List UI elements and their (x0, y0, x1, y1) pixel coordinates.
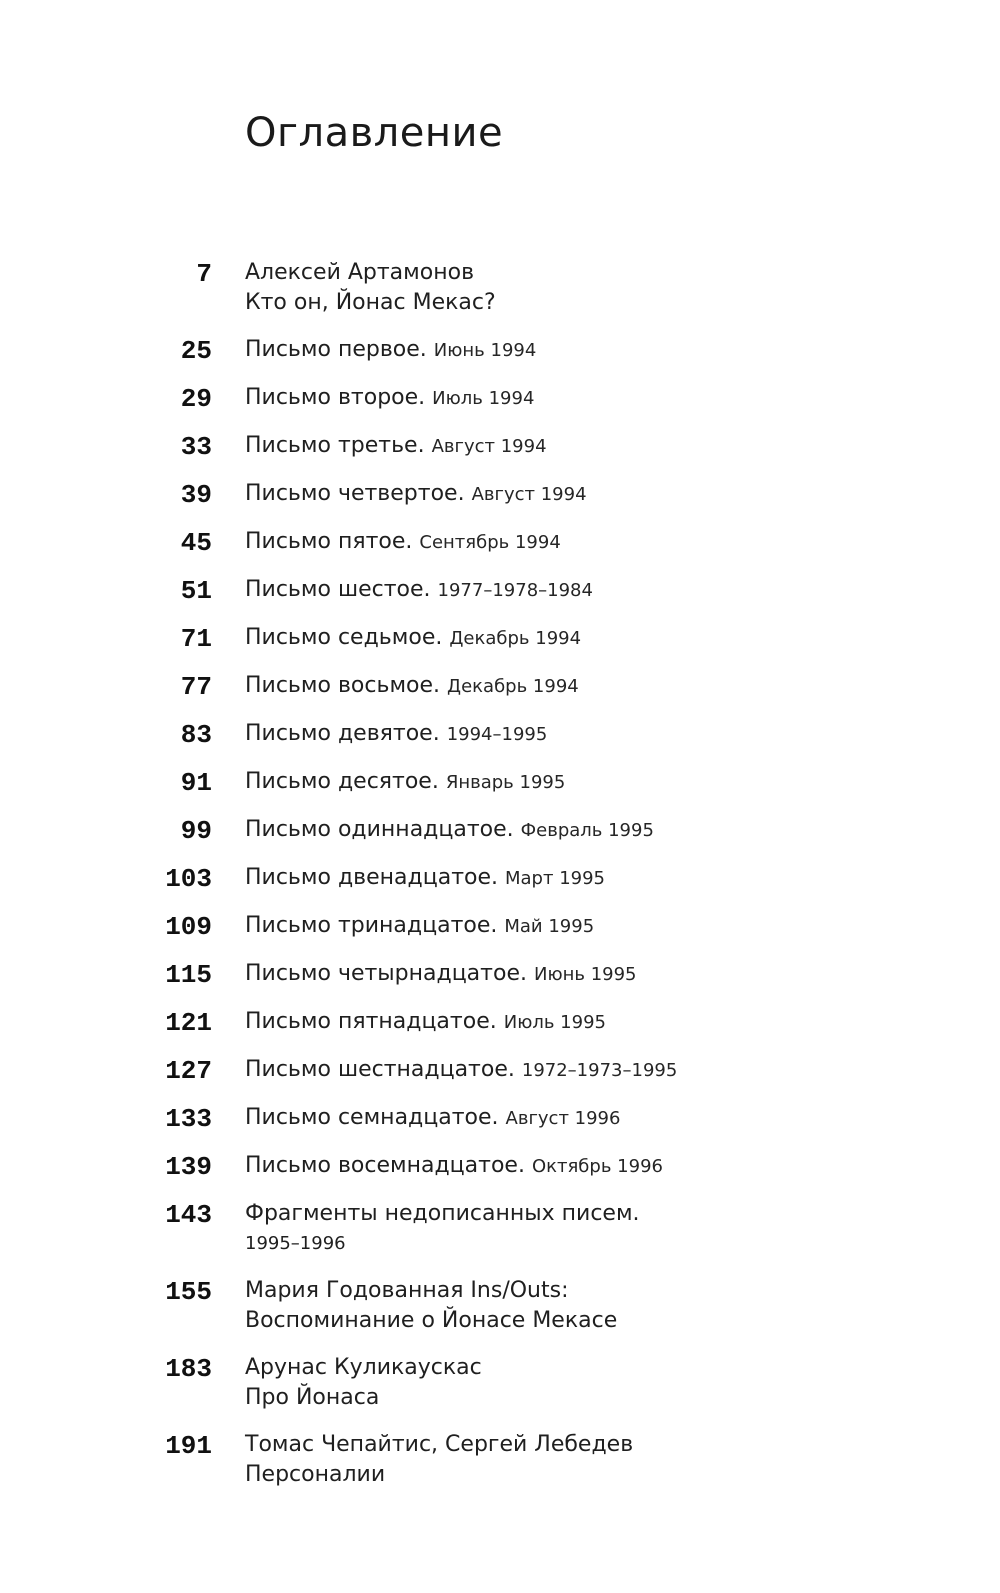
page-number: 115 (165, 960, 212, 990)
entry-title: Письмо семнадцатое. (245, 1105, 499, 1130)
entry-date: 1977–1978–1984 (437, 580, 593, 601)
toc-entry (0, 527, 1000, 558)
page-number: 103 (165, 864, 212, 894)
page-number: 133 (165, 1104, 212, 1134)
toc-entry (0, 719, 1000, 750)
entry-date: Август 1994 (471, 484, 587, 505)
entry-title: Письмо первое. (245, 337, 427, 362)
entry-date: Октябрь 1996 (531, 1156, 663, 1177)
page-title: Оглавление (245, 110, 504, 156)
entry-date: Декабрь 1994 (449, 628, 582, 649)
toc-entry (0, 1430, 1000, 1490)
entry-title: Письмо третье. (245, 433, 425, 458)
entry-text (245, 575, 1000, 606)
page-number: 139 (165, 1152, 212, 1182)
page-number: 143 (165, 1200, 212, 1230)
page-number: 155 (165, 1277, 212, 1307)
toc-entry (0, 1199, 1000, 1259)
toc-entry (0, 623, 1000, 654)
page-number: 127 (165, 1056, 212, 1086)
toc-entry (0, 335, 1000, 366)
entry-text (245, 1151, 1000, 1182)
page-number: 71 (180, 624, 212, 654)
toc-entry (0, 1103, 1000, 1134)
entry-date: Сентябрь 1994 (419, 532, 561, 553)
toc-entry (0, 383, 1000, 414)
entry-text (245, 335, 1000, 366)
entry-text (245, 258, 1000, 318)
entry-text (245, 863, 1000, 894)
page-number: 7 (196, 259, 212, 289)
entry-date: 1972–1973–1995 (521, 1060, 678, 1081)
toc-entry (0, 479, 1000, 510)
toc-entry (0, 431, 1000, 462)
page-number: 83 (180, 720, 212, 750)
toc-entry (0, 671, 1000, 702)
toc-entry (0, 911, 1000, 942)
entry-date: 1995–1996 (245, 1233, 346, 1254)
entry-author: Алексей Артамонов (245, 260, 475, 285)
toc-entry (0, 258, 1000, 318)
page-number: 91 (180, 768, 212, 798)
entry-title: Письмо тринадцатое. (245, 913, 498, 938)
page-number: 109 (165, 912, 212, 942)
entry-title: Персоналии (245, 1462, 386, 1487)
entry-date: 1994–1995 (446, 724, 548, 745)
entry-text (245, 1007, 1000, 1038)
entry-author: Томас Чепайтис, Сергей Лебедев (245, 1432, 634, 1457)
page-number: 25 (180, 336, 212, 366)
entry-date: Май 1995 (504, 916, 595, 937)
entry-title: Письмо второе. (245, 385, 426, 410)
entry-text (245, 431, 1000, 462)
entry-title: Письмо восьмое. (245, 673, 441, 698)
entry-title: Воспоминание о Йонасе Мекасе (245, 1308, 618, 1333)
entry-title: Письмо пятое. (245, 529, 413, 554)
entry-author: Арунас Куликаускас (245, 1355, 482, 1380)
entry-date: Январь 1995 (445, 772, 566, 793)
entry-text (245, 767, 1000, 798)
toc-entry (0, 767, 1000, 798)
entry-title: Письмо восемнадцатое. (245, 1153, 525, 1178)
entry-text (245, 1353, 1000, 1413)
page-number: 121 (165, 1008, 212, 1038)
page-number: 183 (165, 1354, 212, 1384)
entry-text (245, 1276, 1000, 1336)
entry-date: Декабрь 1994 (447, 676, 579, 697)
entry-title: Письмо шестнадцатое. (245, 1057, 515, 1082)
toc-entry (0, 575, 1000, 606)
entry-title: Фрагменты недописанных писем. (245, 1201, 640, 1226)
page-number: 99 (180, 816, 212, 846)
table-of-contents (0, 258, 1000, 1507)
page-number: 51 (180, 576, 212, 606)
entry-title: Письмо двенадцатое. (245, 865, 498, 890)
entry-date: Июнь 1995 (533, 964, 637, 985)
entry-title: Письмо четырнадцатое. (245, 961, 527, 986)
entry-title: Письмо пятнадцатое. (245, 1009, 497, 1034)
toc-entry (0, 863, 1000, 894)
toc-entry (0, 1055, 1000, 1086)
toc-entry (0, 815, 1000, 846)
entry-title: Письмо седьмое. (245, 625, 443, 650)
entry-text (245, 1430, 1000, 1490)
entry-text (245, 383, 1000, 414)
entry-text (245, 479, 1000, 510)
entry-text (245, 671, 1000, 702)
entry-date: Июль 1995 (503, 1012, 606, 1033)
entry-text (245, 959, 1000, 990)
toc-entry (0, 1276, 1000, 1336)
entry-date: Июль 1994 (432, 388, 535, 409)
entry-title: Письмо девятое. (245, 721, 440, 746)
page-number: 77 (180, 672, 212, 702)
page-number: 191 (165, 1431, 212, 1461)
page-number: 39 (180, 480, 212, 510)
entry-text (245, 911, 1000, 942)
entry-title: Письмо десятое. (245, 769, 439, 794)
entry-author: Мария Годованная Ins/Outs: (245, 1278, 569, 1303)
entry-date: Февраль 1995 (520, 820, 654, 841)
entry-text (245, 623, 1000, 654)
entry-title: Письмо шестое. (245, 577, 431, 602)
page-number: 33 (180, 432, 212, 462)
entry-text (245, 1199, 1000, 1259)
entry-date: Август 1994 (431, 436, 547, 457)
entry-text (245, 719, 1000, 750)
entry-title: Про Йонаса (245, 1385, 380, 1410)
entry-title: Письмо четвертое. (245, 481, 465, 506)
entry-title: Кто он, Йонас Мекас? (245, 290, 496, 315)
entry-text (245, 1103, 1000, 1134)
page-number: 45 (180, 528, 212, 558)
entry-text (245, 527, 1000, 558)
entry-date: Июнь 1994 (433, 340, 537, 361)
entry-text (245, 815, 1000, 846)
entry-date: Август 1996 (505, 1108, 621, 1129)
entry-title: Письмо одиннадцатое. (245, 817, 514, 842)
toc-entry (0, 1007, 1000, 1038)
toc-entry (0, 1353, 1000, 1413)
entry-date: Март 1995 (505, 868, 606, 889)
entry-text (245, 1055, 1000, 1086)
page-number: 29 (180, 384, 212, 414)
toc-entry (0, 959, 1000, 990)
toc-entry (0, 1151, 1000, 1182)
